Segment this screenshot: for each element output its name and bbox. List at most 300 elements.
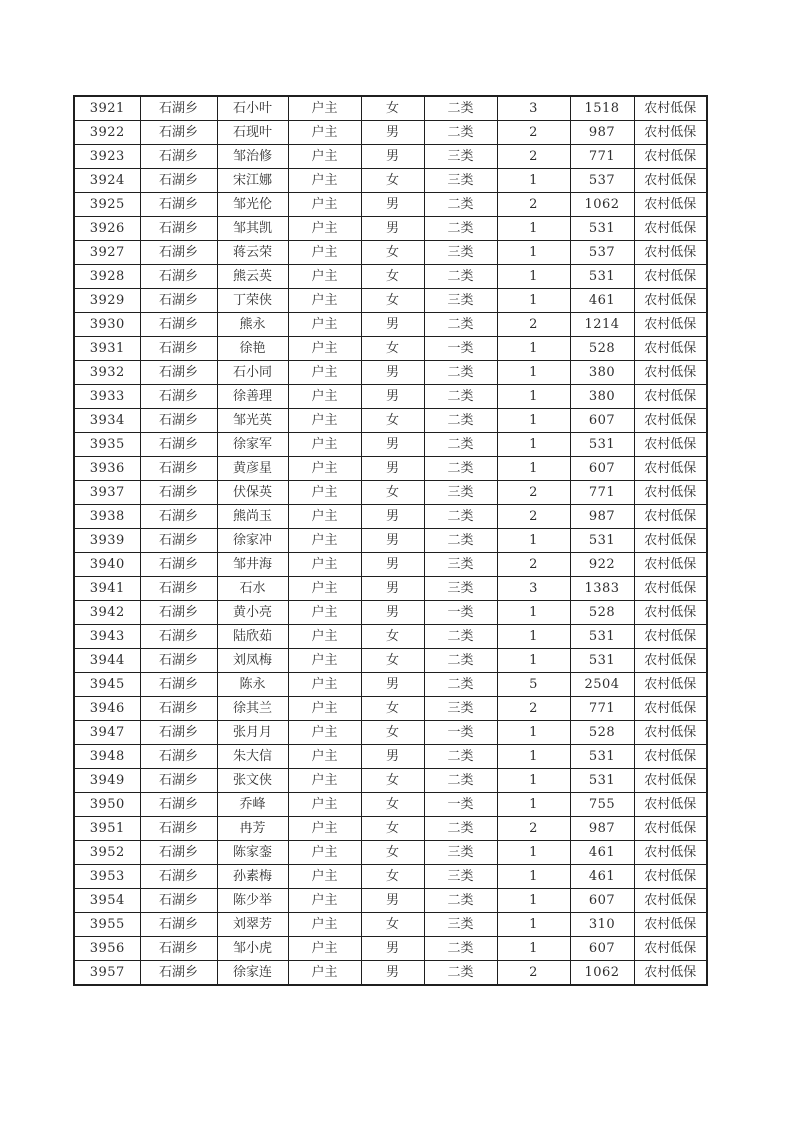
table-cell: 1 — [497, 265, 570, 289]
table-cell: 女 — [361, 337, 424, 361]
table-cell: 邹光伦 — [217, 193, 288, 217]
table-cell: 石湖乡 — [140, 337, 217, 361]
table-cell: 石湖乡 — [140, 145, 217, 169]
table-cell: 石湖乡 — [140, 409, 217, 433]
table-cell: 熊永 — [217, 313, 288, 337]
table-cell: 三类 — [424, 553, 497, 577]
table-cell: 2 — [497, 193, 570, 217]
table-cell: 3943 — [74, 625, 140, 649]
table-cell: 石湖乡 — [140, 265, 217, 289]
table-cell: 二类 — [424, 817, 497, 841]
table-cell: 农村低保 — [634, 889, 707, 913]
table-cell: 户主 — [288, 697, 361, 721]
table-cell: 3946 — [74, 697, 140, 721]
table-cell: 张月月 — [217, 721, 288, 745]
table-cell: 户主 — [288, 553, 361, 577]
table-cell: 三类 — [424, 577, 497, 601]
table-row — [74, 337, 707, 361]
table-cell: 石湖乡 — [140, 121, 217, 145]
table-cell: 3944 — [74, 649, 140, 673]
table-cell: 3929 — [74, 289, 140, 313]
table-cell: 2 — [497, 961, 570, 986]
table-cell: 户主 — [288, 745, 361, 769]
table-cell: 石湖乡 — [140, 169, 217, 193]
table-cell: 农村低保 — [634, 121, 707, 145]
table-cell: 男 — [361, 193, 424, 217]
table-cell: 1 — [497, 745, 570, 769]
table-cell: 女 — [361, 769, 424, 793]
table-cell: 户主 — [288, 769, 361, 793]
table-cell: 农村低保 — [634, 457, 707, 481]
table-cell: 1 — [497, 841, 570, 865]
table-cell: 女 — [361, 649, 424, 673]
table-cell: 男 — [361, 433, 424, 457]
table-cell: 户主 — [288, 361, 361, 385]
table-cell: 3927 — [74, 241, 140, 265]
table-cell: 户主 — [288, 385, 361, 409]
table-row — [74, 625, 707, 649]
table-cell: 石湖乡 — [140, 793, 217, 817]
table-cell: 农村低保 — [634, 241, 707, 265]
table-cell: 3937 — [74, 481, 140, 505]
table-row — [74, 793, 707, 817]
table-cell: 607 — [570, 409, 634, 433]
table-cell: 石湖乡 — [140, 865, 217, 889]
table-cell: 531 — [570, 433, 634, 457]
table-cell: 1062 — [570, 961, 634, 986]
table-cell: 3928 — [74, 265, 140, 289]
table-cell: 户主 — [288, 673, 361, 697]
table-cell: 531 — [570, 769, 634, 793]
table-cell: 二类 — [424, 96, 497, 121]
table-cell: 女 — [361, 625, 424, 649]
table-cell: 2 — [497, 817, 570, 841]
table-cell: 537 — [570, 169, 634, 193]
table-row — [74, 721, 707, 745]
table-cell: 户主 — [288, 169, 361, 193]
table-cell: 3954 — [74, 889, 140, 913]
table-cell: 女 — [361, 265, 424, 289]
table-cell: 1 — [497, 337, 570, 361]
table-cell: 5 — [497, 673, 570, 697]
table-cell: 户主 — [288, 313, 361, 337]
table-row — [74, 409, 707, 433]
table-cell: 3942 — [74, 601, 140, 625]
table-row — [74, 769, 707, 793]
table-cell: 黄彦星 — [217, 457, 288, 481]
table-cell: 户主 — [288, 193, 361, 217]
table-row — [74, 841, 707, 865]
table-cell: 石湖乡 — [140, 96, 217, 121]
table-cell: 二类 — [424, 505, 497, 529]
table-cell: 女 — [361, 817, 424, 841]
table-cell: 1 — [497, 721, 570, 745]
table-cell: 男 — [361, 505, 424, 529]
table-cell: 3936 — [74, 457, 140, 481]
table-cell: 冉芳 — [217, 817, 288, 841]
table-cell: 户主 — [288, 481, 361, 505]
table-cell: 邹井海 — [217, 553, 288, 577]
table-cell: 1 — [497, 865, 570, 889]
table-cell: 二类 — [424, 745, 497, 769]
table-cell: 1 — [497, 241, 570, 265]
table-row — [74, 145, 707, 169]
table-cell: 3955 — [74, 913, 140, 937]
table-cell: 一类 — [424, 721, 497, 745]
table-cell: 男 — [361, 577, 424, 601]
table-row — [74, 529, 707, 553]
table-cell: 宋江娜 — [217, 169, 288, 193]
table-cell: 3938 — [74, 505, 140, 529]
table-cell: 3934 — [74, 409, 140, 433]
table-cell: 户主 — [288, 409, 361, 433]
table-cell: 461 — [570, 865, 634, 889]
table-cell: 户主 — [288, 793, 361, 817]
table-cell: 户主 — [288, 817, 361, 841]
table-cell: 3952 — [74, 841, 140, 865]
table-cell: 男 — [361, 673, 424, 697]
table-cell: 女 — [361, 697, 424, 721]
table-cell: 一类 — [424, 601, 497, 625]
table-cell: 1 — [497, 289, 570, 313]
table-cell: 农村低保 — [634, 529, 707, 553]
table-row — [74, 817, 707, 841]
table-cell: 农村低保 — [634, 913, 707, 937]
table-cell: 2504 — [570, 673, 634, 697]
table-row — [74, 433, 707, 457]
table-row — [74, 673, 707, 697]
table-cell: 户主 — [288, 217, 361, 241]
table-cell: 陈家銮 — [217, 841, 288, 865]
table-cell: 户主 — [288, 577, 361, 601]
table-cell: 石湖乡 — [140, 481, 217, 505]
table-cell: 石水 — [217, 577, 288, 601]
table-cell: 熊尚玉 — [217, 505, 288, 529]
table-cell: 1 — [497, 457, 570, 481]
table-row — [74, 457, 707, 481]
table-cell: 农村低保 — [634, 577, 707, 601]
table-cell: 徐家军 — [217, 433, 288, 457]
table-cell: 徐家冲 — [217, 529, 288, 553]
table-cell: 二类 — [424, 433, 497, 457]
table-cell: 二类 — [424, 265, 497, 289]
table-cell: 石湖乡 — [140, 553, 217, 577]
table-cell: 石湖乡 — [140, 673, 217, 697]
table-cell: 女 — [361, 721, 424, 745]
table-cell: 531 — [570, 265, 634, 289]
table-cell: 农村低保 — [634, 697, 707, 721]
table-cell: 石湖乡 — [140, 385, 217, 409]
table-cell: 石湖乡 — [140, 625, 217, 649]
table-cell: 528 — [570, 337, 634, 361]
table-row — [74, 169, 707, 193]
table-row — [74, 745, 707, 769]
table-cell: 农村低保 — [634, 961, 707, 986]
table-cell: 3947 — [74, 721, 140, 745]
table-cell: 朱大信 — [217, 745, 288, 769]
table-cell: 石湖乡 — [140, 505, 217, 529]
table-cell: 女 — [361, 865, 424, 889]
table-cell: 三类 — [424, 841, 497, 865]
table-cell: 户主 — [288, 457, 361, 481]
table-row — [74, 697, 707, 721]
table-cell: 蒋云荣 — [217, 241, 288, 265]
table-cell: 农村低保 — [634, 673, 707, 697]
table-cell: 1 — [497, 913, 570, 937]
table-row — [74, 289, 707, 313]
table-row — [74, 961, 707, 986]
table-cell: 一类 — [424, 793, 497, 817]
table-cell: 农村低保 — [634, 625, 707, 649]
table-cell: 户主 — [288, 721, 361, 745]
table-cell: 3957 — [74, 961, 140, 986]
table-cell: 陈永 — [217, 673, 288, 697]
table-cell: 1 — [497, 169, 570, 193]
table-row — [74, 96, 707, 121]
table-cell: 男 — [361, 961, 424, 986]
table-cell: 农村低保 — [634, 601, 707, 625]
table-cell: 农村低保 — [634, 553, 707, 577]
table-cell: 461 — [570, 289, 634, 313]
table-cell: 户主 — [288, 913, 361, 937]
table-cell: 农村低保 — [634, 433, 707, 457]
table-cell: 二类 — [424, 529, 497, 553]
table-cell: 二类 — [424, 937, 497, 961]
table-cell: 1518 — [570, 96, 634, 121]
table-row — [74, 265, 707, 289]
table-row — [74, 649, 707, 673]
table-cell: 男 — [361, 313, 424, 337]
table-cell: 石湖乡 — [140, 913, 217, 937]
table-cell: 1 — [497, 217, 570, 241]
table-cell: 987 — [570, 121, 634, 145]
table-cell: 户主 — [288, 145, 361, 169]
table-row — [74, 577, 707, 601]
benefits-table — [73, 95, 708, 986]
table-cell: 1 — [497, 793, 570, 817]
table-cell: 男 — [361, 457, 424, 481]
table-cell: 农村低保 — [634, 865, 707, 889]
table-cell: 二类 — [424, 889, 497, 913]
table-cell: 男 — [361, 217, 424, 241]
table-cell: 1 — [497, 649, 570, 673]
table-cell: 531 — [570, 649, 634, 673]
table-cell: 3 — [497, 96, 570, 121]
table-cell: 男 — [361, 529, 424, 553]
table-row — [74, 193, 707, 217]
table-row — [74, 889, 707, 913]
table-cell: 伏保英 — [217, 481, 288, 505]
table-cell: 男 — [361, 889, 424, 913]
table-cell: 922 — [570, 553, 634, 577]
table-cell: 户主 — [288, 937, 361, 961]
table-cell: 3933 — [74, 385, 140, 409]
table-cell: 农村低保 — [634, 361, 707, 385]
table-cell: 3951 — [74, 817, 140, 841]
table-cell: 农村低保 — [634, 793, 707, 817]
table-cell: 户主 — [288, 121, 361, 145]
table-cell: 户主 — [288, 529, 361, 553]
table-cell: 徐艳 — [217, 337, 288, 361]
table-cell: 二类 — [424, 121, 497, 145]
table-cell: 徐善理 — [217, 385, 288, 409]
table-cell: 徐家连 — [217, 961, 288, 986]
table-cell: 1 — [497, 433, 570, 457]
table-cell: 孙素梅 — [217, 865, 288, 889]
table-cell: 三类 — [424, 145, 497, 169]
table-cell: 三类 — [424, 865, 497, 889]
table-cell: 987 — [570, 817, 634, 841]
table-cell: 农村低保 — [634, 385, 707, 409]
table-cell: 607 — [570, 457, 634, 481]
table-cell: 石小叶 — [217, 96, 288, 121]
table-row — [74, 241, 707, 265]
table-cell: 石湖乡 — [140, 937, 217, 961]
table-cell: 女 — [361, 289, 424, 313]
table-cell: 607 — [570, 889, 634, 913]
table-cell: 女 — [361, 793, 424, 817]
table-cell: 石湖乡 — [140, 193, 217, 217]
table-cell: 二类 — [424, 625, 497, 649]
table-cell: 农村低保 — [634, 169, 707, 193]
table-cell: 农村低保 — [634, 96, 707, 121]
table-cell: 石湖乡 — [140, 817, 217, 841]
table-cell: 2 — [497, 313, 570, 337]
table-cell: 女 — [361, 169, 424, 193]
table-cell: 邹其凯 — [217, 217, 288, 241]
table-cell: 二类 — [424, 649, 497, 673]
table-cell: 2 — [497, 505, 570, 529]
table-cell: 石现叶 — [217, 121, 288, 145]
table-cell: 女 — [361, 241, 424, 265]
table-cell: 户主 — [288, 337, 361, 361]
table-cell: 1 — [497, 361, 570, 385]
table-cell: 户主 — [288, 865, 361, 889]
table-cell: 女 — [361, 913, 424, 937]
table-cell: 男 — [361, 145, 424, 169]
table-cell: 女 — [361, 409, 424, 433]
table-cell: 农村低保 — [634, 193, 707, 217]
table-cell: 3949 — [74, 769, 140, 793]
table-cell: 3935 — [74, 433, 140, 457]
table-cell: 户主 — [288, 433, 361, 457]
table-cell: 农村低保 — [634, 313, 707, 337]
table-cell: 农村低保 — [634, 841, 707, 865]
table-cell: 乔峰 — [217, 793, 288, 817]
table-cell: 石湖乡 — [140, 313, 217, 337]
table-cell: 3941 — [74, 577, 140, 601]
table-cell: 3948 — [74, 745, 140, 769]
table-cell: 石湖乡 — [140, 433, 217, 457]
table-cell: 农村低保 — [634, 481, 707, 505]
table-cell: 771 — [570, 145, 634, 169]
table-cell: 537 — [570, 241, 634, 265]
table-cell: 二类 — [424, 961, 497, 986]
table-cell: 石湖乡 — [140, 745, 217, 769]
table-cell: 徐其兰 — [217, 697, 288, 721]
table-cell: 3925 — [74, 193, 140, 217]
table-cell: 380 — [570, 361, 634, 385]
table-cell: 一类 — [424, 337, 497, 361]
table-cell: 三类 — [424, 169, 497, 193]
table-cell: 3939 — [74, 529, 140, 553]
table-cell: 3923 — [74, 145, 140, 169]
table-cell: 三类 — [424, 697, 497, 721]
table-cell: 户主 — [288, 96, 361, 121]
table-cell: 3945 — [74, 673, 140, 697]
table-cell: 石湖乡 — [140, 529, 217, 553]
table-cell: 607 — [570, 937, 634, 961]
table-cell: 3932 — [74, 361, 140, 385]
table-row — [74, 313, 707, 337]
table-cell: 石湖乡 — [140, 457, 217, 481]
table-cell: 户主 — [288, 265, 361, 289]
table-cell: 3922 — [74, 121, 140, 145]
table-cell: 771 — [570, 697, 634, 721]
table-cell: 农村低保 — [634, 289, 707, 313]
table-cell: 石湖乡 — [140, 961, 217, 986]
table-cell: 531 — [570, 529, 634, 553]
table-cell: 农村低保 — [634, 769, 707, 793]
table-cell: 二类 — [424, 673, 497, 697]
table-cell: 刘凤梅 — [217, 649, 288, 673]
table-cell: 农村低保 — [634, 217, 707, 241]
table-cell: 石湖乡 — [140, 361, 217, 385]
table-row — [74, 385, 707, 409]
table-cell: 石湖乡 — [140, 241, 217, 265]
table-cell: 二类 — [424, 769, 497, 793]
table-cell: 528 — [570, 721, 634, 745]
table-cell: 1 — [497, 385, 570, 409]
table-cell: 男 — [361, 385, 424, 409]
table-cell: 陆欣茹 — [217, 625, 288, 649]
table-cell: 二类 — [424, 457, 497, 481]
table-cell: 农村低保 — [634, 505, 707, 529]
table-cell: 石湖乡 — [140, 289, 217, 313]
table-cell: 女 — [361, 841, 424, 865]
table-cell: 3926 — [74, 217, 140, 241]
table-body — [74, 96, 707, 985]
table-cell: 女 — [361, 96, 424, 121]
table-cell: 二类 — [424, 409, 497, 433]
table-cell: 男 — [361, 121, 424, 145]
table-cell: 755 — [570, 793, 634, 817]
table-cell: 3931 — [74, 337, 140, 361]
table-cell: 户主 — [288, 961, 361, 986]
table-cell: 户主 — [288, 625, 361, 649]
table-cell: 邹光英 — [217, 409, 288, 433]
table-cell: 农村低保 — [634, 721, 707, 745]
table-cell: 农村低保 — [634, 145, 707, 169]
table-cell: 1062 — [570, 193, 634, 217]
table-row — [74, 481, 707, 505]
table-cell: 刘翠芳 — [217, 913, 288, 937]
table-cell: 男 — [361, 601, 424, 625]
table-cell: 邹治修 — [217, 145, 288, 169]
table-cell: 二类 — [424, 313, 497, 337]
table-cell: 1 — [497, 889, 570, 913]
table-cell: 邹小虎 — [217, 937, 288, 961]
table-cell: 男 — [361, 553, 424, 577]
table-cell: 三类 — [424, 481, 497, 505]
table-cell: 石湖乡 — [140, 577, 217, 601]
table-cell: 石湖乡 — [140, 697, 217, 721]
table-cell: 2 — [497, 697, 570, 721]
table-cell: 3930 — [74, 313, 140, 337]
table-cell: 户主 — [288, 841, 361, 865]
table-cell: 石湖乡 — [140, 649, 217, 673]
table-cell: 3956 — [74, 937, 140, 961]
